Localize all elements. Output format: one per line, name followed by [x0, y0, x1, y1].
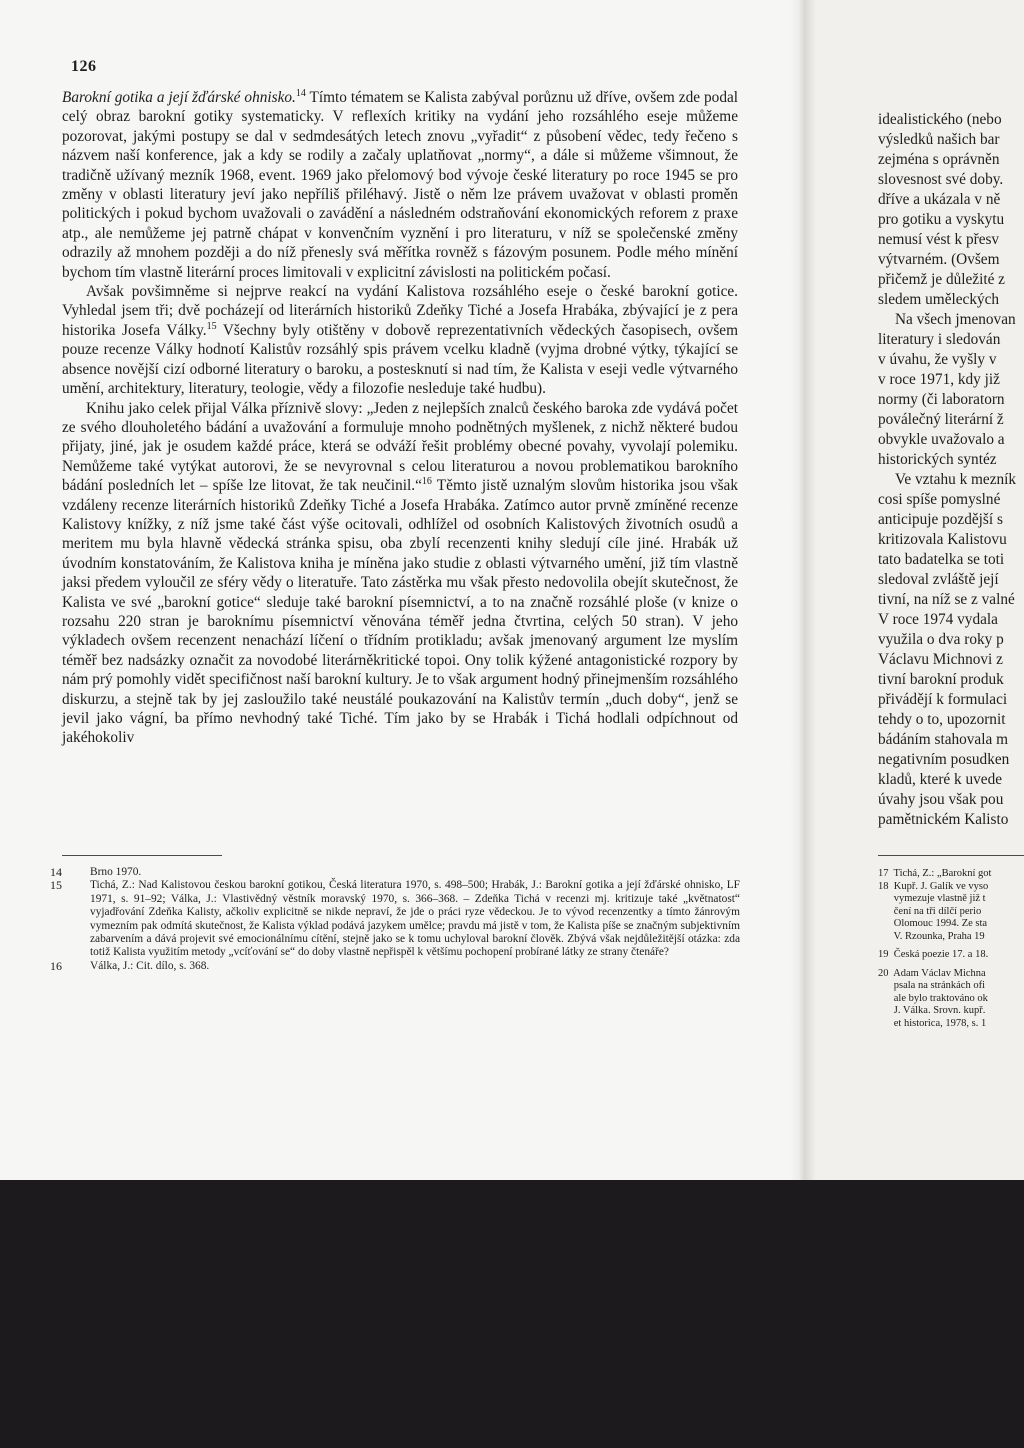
facing-page-line: Na všech jmenovan: [895, 311, 1016, 328]
facing-page-line: kritizovala Kalistovu: [878, 531, 1007, 548]
facing-page-line: tivní barokní produk: [878, 671, 1004, 688]
facing-page-line: sledoval zvláště její: [878, 571, 999, 588]
facing-page-line: Václavu Michnovi z: [878, 651, 1003, 668]
facing-page-line: nemusí vést k přesv: [878, 231, 1000, 248]
facing-page-footnote-line: 20 Adam Václav Michna: [878, 967, 986, 979]
facing-page-line: tivní, na níž se z valné: [878, 591, 1015, 608]
facing-page-line: bádáním stahovala m: [878, 731, 1008, 748]
facing-page-line: Ve vztahu k mezník: [895, 471, 1017, 488]
facing-page-line: v roce 1971, kdy již: [878, 371, 1000, 388]
paragraph-2-text-a: Avšak povšimněme si nejprve reakcí na vydání Kalistova rozsáhlého eseje o české barokní gotice. Vyhledal jsem tři; dvě pocházejí od literárních historiků Zdeňky Tiché a Josefa Hrabáka, zbývající je z pera historika Josefa Války.: [62, 283, 738, 339]
facing-page-footnote-line: Olomouc 1994. Ze sta: [878, 918, 988, 929]
facing-page-footnotes: [878, 848, 1024, 1030]
facing-page-line: úvahy jsou však pou: [878, 791, 1004, 808]
paragraph-2-text-b: Všechny byly otištěny v dobově reprezentativních vědeckých časopisech, ovšem pouze recenze Války hodnotí Kalistův rozsáhlý spis právem vcelku kladně (vyjma drobné výtky, týkající se absence novější cizí odborné literatury o baroku, a postesknutí si nad tím, že Kalista v eseji vedle výtvarného umění, architektury, literatury, teologie, vědy a filozofie nesleduje také hudbu).: [62, 321, 738, 398]
footnote-16: [50, 960, 740, 973]
facing-page-line: poválečný literární ž: [878, 411, 1004, 428]
facing-page-footnote-line: 18 Kupř. J. Galík ve vyso: [878, 880, 989, 892]
footnote-text: Válka, J.: Cit. dílo, s. 368.: [90, 959, 210, 972]
paragraph-2: [62, 282, 738, 398]
footnote-ref-14: 14: [295, 87, 306, 99]
facing-page-footnote-line: et historica, 1978, s. 1: [878, 1017, 987, 1029]
paragraph-1-italic-lead: Barokní gotika a její žďárské ohnisko.: [62, 89, 296, 106]
footnote-ref-16: 16: [421, 476, 432, 488]
facing-page-line: normy (či laboratorn: [878, 391, 1005, 408]
facing-page-footnote-line: čení na tři dílčí perio: [878, 905, 982, 917]
facing-page-line: výtvarném. (Ovšem: [878, 251, 1000, 268]
facing-page-line: tehdy o to, upozornit: [878, 711, 1006, 728]
facing-page-line: obvykle uvažovalo a: [878, 431, 1005, 448]
facing-page-line: tato badatelka se toti: [878, 551, 1005, 568]
footnote-14: [50, 866, 740, 879]
footnote-text: Tichá, Z.: Nad Kalistovou českou barokní gotikou, Česká literatura 1970, s. 498–500; Hrabák, J.: Barokní gotika a její žďárské ohnisko, LF 1971, s. 91–92; Válka, J.: Vlastivědný věstník moravský 1970, s. 366–368. – Zdeňka Tichá v recenzi mj. kritizuje také „květnatost“ vyjadřování Zdeňka Kalisty, ačkoliv explicitně se nikde nepraví, že jde o práci ryze vědeckou. Je to vývod recenzentky a tímto žánrovým vymezním pak odmítá skutečnost, že Kalista výklad podává jazykem umělce; pravdu má jistě v tom, že Kalista píše se značným subjektivním zabarvením a dává projevit své emocionálnímu cítění, stejně jako se k tomu uchyloval barokní člověk. Zbývá však nejdůležitější otázka: zda totiž Kalista využitím metody „vcíťování se“ do doby vlastně nepřispěl k většímu pochopení probírané látky ze strany čtenáře?: [90, 879, 740, 959]
paragraph-3: [62, 399, 738, 748]
footnote-number: 16: [50, 958, 62, 973]
facing-page-line: anticipuje pozdější s: [878, 511, 1003, 528]
paragraph-1-text: Tímto tématem se Kalista zabýval porůznu už dříve, ovšem zde podal celý obraz barokní gotiky systematicky. V reflexích kritiky na vydání jeho rozsáhlého eseje můžeme pozorovat, jakými postupy se dal v sedmdesátých letech znovu „vyřadit“ z působení vědec, tedy řečeno s názvem naší konference, jak a kdy se rodily a začaly uplatňovat „normy“, a dále si můžeme všimnout, že tradičně užívaný mezník 1968, event. 1969 jako přelomový bod vývoje české literatury po roce 1945 se pro změny v oblasti literatury jeví jako nepříliš přiléhavý. Jistě o něm lze právem uvažovat v oblasti proměn politických i pokud bychom uvažovali o zavádění a následném odstraňování ekonomických reforem z praxe atp., ale nemůžeme jej patrně chápat v konvenčním vyznění i pro literaturu, v níž se společenské změny odrazily až mnohem později a do níž přenesly svá měřítka rovněž s fázovým posunem. Podle mého mínění bychom tím vlastně literární proces limitovali v explicitní závislosti na politickém počasí.: [62, 89, 739, 281]
paragraph-3-text-a: Knihu jako celek přijal Válka příznivě slovy: „Jeden z nejlepších znalců českého baroka zde vydává počet ze svého dlouholetého bádání a uvažování a formuluje mnoho podnětných myšlenek, z nichž některé budou přijaty, jiné, jak je osudem každé práce, která se odváží řešit problémy obecné povahy, vyvolají polemiku. Nemůžeme také vytýkat autorovi, že se nevyrovnal s celou literaturou a novou problematikou barokního bádání posledních let – spíše lze litovat, že tak neučinil.“: [62, 399, 738, 495]
book-gutter: [790, 0, 816, 1180]
scan-background: [0, 1180, 1024, 1448]
facing-page-line: přičemž je důležité z: [878, 271, 1005, 288]
facing-page-line: sledem uměleckých: [878, 291, 1000, 308]
facing-page-line: idealistického (nebo: [878, 111, 1002, 128]
main-text: [62, 88, 738, 748]
facing-page-text: [878, 110, 1024, 830]
facing-page-footnote-line: V. Rzounka, Praha 19: [878, 930, 985, 942]
facing-page-line: negativním posudken: [878, 751, 1010, 768]
facing-page-footnote-line: J. Válka. Srovn. kupř.: [878, 1005, 986, 1016]
paragraph-3-text-b: Těmto jistě uznalým slovům historika jsou však vzdáleny recenze literárních historiků Zdeňky Tiché a Josefa Hrabáka. Zatímco autor prvně zmíněné recenze Kalistovy knížky, z níž jsme také část výše ocitovali, odhlížel od osobních Kalistových životních osudů a meritem mu byla hlavně vědecká stránka spisu, oba zbylí recenzenti knihy sledují cíle jiné. Hrabák už úvodním konstatováním, že Kalistova kniha je míněna jako studie z oblasti výtvarného umění, již tím vlastně jaksi předem vyloučil ze sféry vědy o literatuře. Tato zástěrka mu však přesto nedovolila obejít skutečnost, že Kalista ve své „barokní gotice“ sleduje také barokní písemnictví, a to na značně rozsáhlé ploše (v knize o rozsahu 220 stran je baroknímu písemnictví věnována téměř jedna čtvrtina, celých 50 stran). V jeho výkladech ovšem recenzent nenachází líčení o třídním protikladu; avšak jmenovaný argument lze myslím téměř bez nadsázky označit za novodobé literárněkritické topoi. Ony tolik kýžené antagonistické rozpory by nám prý pomohly vidět specifičnost naší barokní kultury. Je to však argument hodný přinejmenším rozsáhlého diskurzu, a stejně tak by jej zasloužilo také neustálé poukazování na Kalistův termín „duch doby“, jenž se jevil jako vágní, ba přímo nevhodný také Tiché. Tím jako by se Hrabák i Tichá hodlali odpíchnout od jakéhokoliv: [62, 477, 738, 747]
paragraph-1: [62, 88, 738, 282]
footnotes: [50, 866, 740, 973]
footnote-number: 14: [50, 865, 62, 879]
facing-page-footnote-spacer: [878, 848, 1024, 868]
facing-page-line: pamětnickém Kalisto: [878, 811, 1009, 828]
facing-page-line: historických syntéz: [878, 451, 997, 468]
footnote-rule: [62, 855, 222, 856]
facing-page-line: zejména s oprávněn: [878, 151, 1000, 168]
facing-page-line: přivádějí k formulaci: [878, 691, 1008, 708]
facing-page-line: výsledků našich bar: [878, 131, 1000, 148]
footnote-15: [50, 879, 740, 959]
footnote-text: Brno 1970.: [90, 866, 142, 878]
facing-page-line: literatury i sledován: [878, 331, 1001, 348]
facing-page-footnote-line: psala na stránkách ofi: [878, 980, 986, 991]
facing-page-footnote-line: 17 Tichá, Z.: „Barokní got: [878, 868, 992, 879]
facing-page-line: V roce 1974 vydala: [878, 611, 998, 628]
footnote-number: 15: [50, 878, 62, 893]
page-number: 126: [71, 58, 97, 75]
facing-page-line: kladů, které k uvede: [878, 771, 1003, 788]
facing-page-line: cosi spíše pomyslné: [878, 491, 1001, 508]
facing-page-line: v úvahu, že vyšly v: [878, 351, 997, 368]
footnote-ref-15: 15: [206, 320, 217, 332]
facing-page-footnote-line: ale bylo traktováno ok: [878, 992, 988, 1004]
facing-page-footnote-line: vymezuje vlastně již t: [878, 893, 986, 904]
facing-page-footnote-line: 19 Česká poezie 17. a 18.: [878, 949, 989, 960]
facing-page-line: pro gotiku a vyskytu: [878, 211, 1005, 228]
facing-page-line: využila o dva roky p: [878, 631, 1004, 648]
facing-page-line: slovesnost své doby.: [878, 171, 1004, 188]
facing-page-line: dříve a ukázala v ně: [878, 191, 1001, 208]
